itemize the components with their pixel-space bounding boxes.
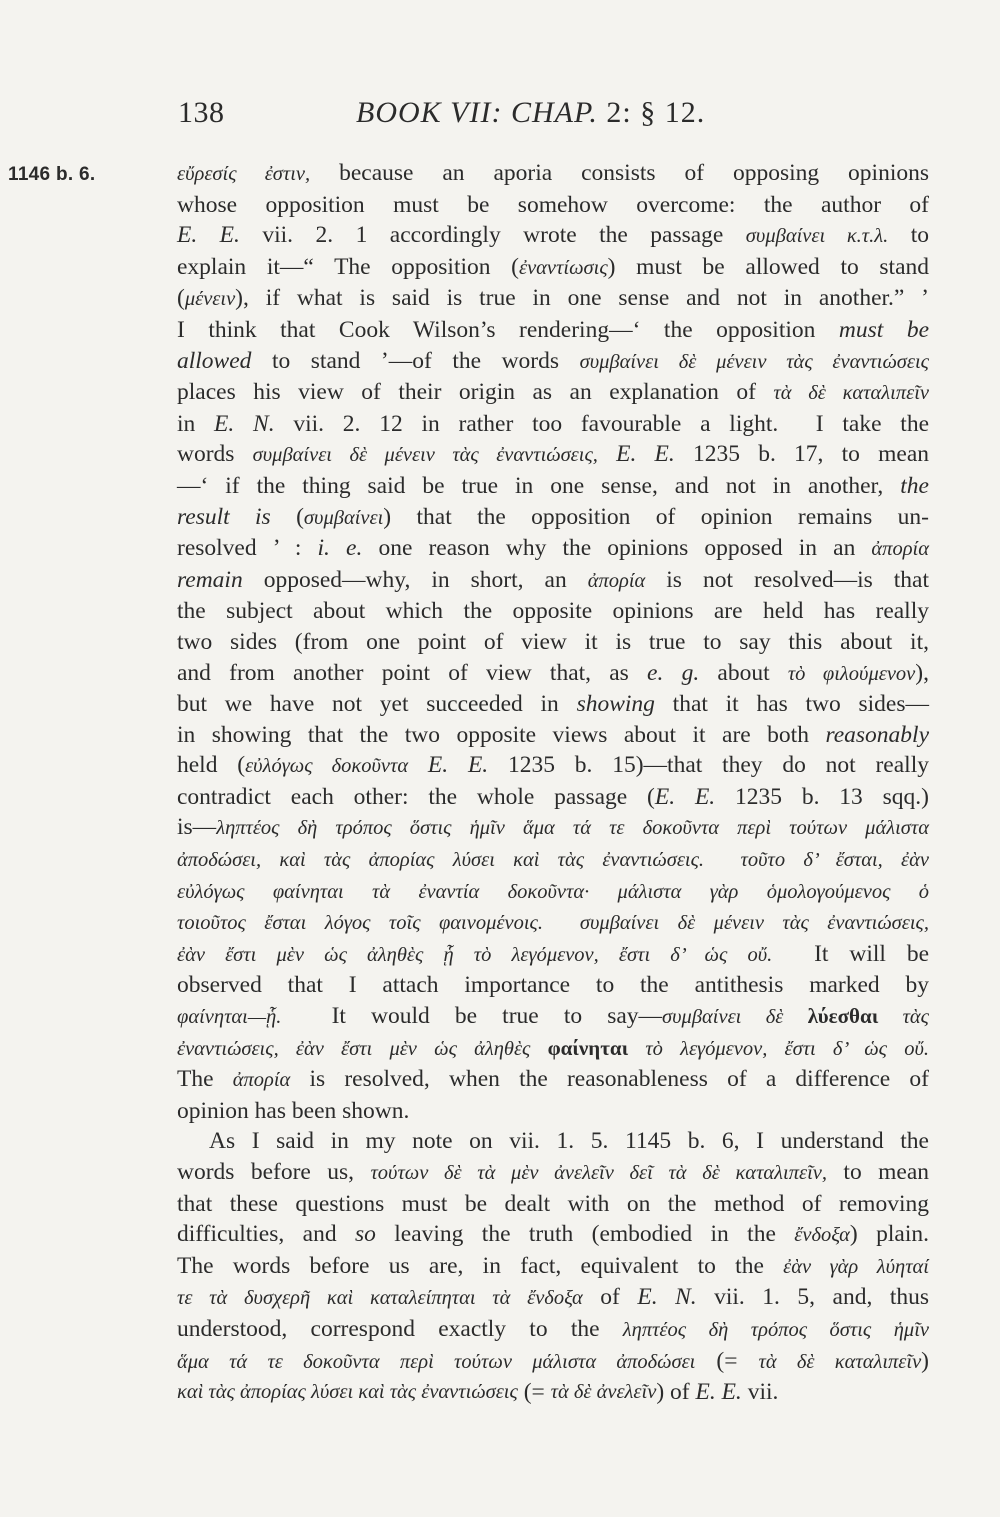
greek-text: ληπτέος δὴ τρόπος ὅστις ἡμῖν ἅμα τά τε δοκοῦντα περὶ τούτων μάλιστα	[216, 817, 929, 840]
text-segment: whose opposition must be somehow overcome: the author of	[177, 191, 929, 218]
text-segment: (=	[517, 1379, 551, 1406]
text-segment: words before us,	[177, 1159, 371, 1185]
italic-text: remain	[177, 566, 243, 593]
text-line	[177, 939, 929, 971]
text-segment: that these questions must be dealt with on the method of removing	[177, 1190, 929, 1217]
greek-text: εὔρεσίς ἐστιν,	[177, 163, 311, 185]
text-line	[177, 750, 929, 782]
text-line	[177, 283, 929, 315]
text-line	[177, 1126, 929, 1157]
greek-text: φαίνηται	[547, 1035, 629, 1060]
text-segment: understood, correspond exactly to the	[177, 1315, 623, 1342]
text-line	[177, 1314, 929, 1346]
italic-text: E. E.	[654, 783, 716, 810]
page-body-text	[8, 158, 930, 1408]
text-segment: and from another point of view that, as	[177, 659, 648, 686]
running-title-book: BOOK VII: CHAP.	[356, 96, 607, 129]
text-line	[177, 720, 929, 751]
text-segment: It will be	[772, 940, 929, 967]
italic-text: reasonably	[825, 721, 929, 748]
text-segment: (	[270, 503, 304, 530]
text-segment: 1235 b. 15)—that they do not really	[488, 752, 929, 779]
greek-text: λύεσθαι	[807, 1004, 879, 1029]
text-segment: resolved ’ :	[177, 535, 318, 562]
italic-text: E. E.	[177, 222, 240, 249]
text-line	[177, 876, 929, 908]
text-segment: to	[888, 222, 930, 249]
text-segment: explain it—“ The opposition (	[177, 253, 519, 280]
greek-text: ληπτέος δὴ τρόπος ὅστις ἡμῖν	[622, 1318, 929, 1341]
italic-text: result is	[177, 503, 271, 530]
greek-text: ἔνδοξα	[794, 1224, 850, 1247]
text-segment: ) of	[656, 1379, 696, 1406]
greek-text: ἐὰν γὰρ λύηταί	[783, 1255, 929, 1278]
text-line	[177, 252, 929, 284]
text-line	[177, 377, 929, 409]
greek-text: ἀπορία	[871, 538, 929, 561]
text-line	[177, 596, 929, 627]
text-segment: The	[177, 1066, 233, 1093]
text-segment: ),	[915, 659, 929, 686]
text-segment: )	[921, 1347, 929, 1374]
text-line	[177, 190, 929, 221]
text-segment: but we have not yet succeeded in	[177, 691, 577, 718]
text-segment: in showing that the two opposite views about it are both	[177, 721, 826, 748]
text-segment	[598, 441, 616, 467]
greek-text: συμβαίνει	[303, 506, 384, 529]
text-segment: places his view of their origin as an explanation of	[177, 379, 774, 406]
text-line	[177, 812, 929, 844]
text-line	[177, 1096, 929, 1127]
italic-text: must be	[838, 316, 929, 343]
text-segment: (	[177, 285, 185, 312]
text-segment: vii. 2. 1 accordingly wrote the passage	[239, 222, 746, 249]
text-line	[177, 1157, 929, 1189]
italic-text: the	[900, 472, 929, 499]
text-segment: difficulties, and	[177, 1221, 355, 1248]
text-segment: to stand ’—of the words	[251, 347, 580, 374]
text-segment: ) that the opposition of opinion remains un-	[383, 503, 929, 530]
greek-text: ἐναντίωσις	[519, 256, 608, 279]
greek-text: ἀπορία	[587, 569, 646, 592]
text-line	[177, 565, 929, 597]
text-segment: of	[582, 1284, 638, 1311]
greek-text: τοιοῦτος ἔσται λόγος τοῖς φαινομένοις. συμβαίνει δὲ μένειν τὰς ἐναντιώσεις,	[177, 912, 929, 935]
text-line	[177, 782, 929, 813]
text-segment: (=	[695, 1347, 759, 1374]
italic-text: e. g.	[647, 659, 700, 686]
greek-text: συμβαίνει κ.τ.λ.	[745, 225, 889, 248]
text-segment: is not resolved—is that	[645, 566, 930, 593]
text-segment: the subject about which the opposite opinions are held has really	[177, 598, 929, 625]
greek-text: ἀποδώσει, καὶ τὰς ἀπορίας λύσει καὶ τὰς ἐναντιώσεις. τοῦτο δ’ ἔσται, ἐὰν	[177, 849, 929, 872]
text-line	[177, 658, 929, 690]
greek-text: τούτων δὲ τὰ μὲν ἀνελεῖν δεῖ τὰ δὲ καταλιπεῖν,	[370, 1162, 828, 1184]
italic-text: E. N.	[637, 1284, 697, 1311]
text-line	[177, 907, 929, 939]
text-line	[177, 315, 929, 346]
italic-text: so	[354, 1221, 376, 1248]
text-segment: about	[699, 659, 788, 686]
greek-text: ἐναντιώσεις, ἐὰν ἔστι μὲν ὡς ἀληθὲς	[177, 1037, 548, 1060]
text-segment: words	[177, 441, 253, 468]
text-line	[177, 1064, 929, 1096]
greek-text: τὸ φιλούμενον	[787, 662, 916, 685]
text-segment: contradict each other: the whole passage (	[177, 783, 655, 810]
page-number: 138	[178, 96, 225, 129]
text-segment: 1235 b. 13 sqq.)	[715, 783, 929, 810]
running-title-chapter: 2	[606, 96, 623, 129]
text-line	[177, 533, 929, 565]
text-line	[177, 439, 929, 471]
italic-text: E. E.	[427, 752, 489, 779]
greek-text: φαίνηται—ᾗ.	[177, 1006, 282, 1029]
text-segment: held (	[177, 752, 246, 779]
greek-text: ἅμα τά τε δοκοῦντα περὶ τούτων μάλιστα ἀποδώσει	[177, 1350, 696, 1373]
greek-text: ἐὰν ἔστι μὲν ὡς ἀληθὲς ᾗ τὸ λεγόμενον, ἔστι δ’ ὡς οὔ.	[177, 943, 773, 966]
text-segment: vii.	[741, 1379, 779, 1406]
text-line	[177, 502, 929, 534]
text-segment: that it has two sides—	[654, 691, 930, 718]
text-line	[177, 627, 929, 658]
text-line	[177, 220, 929, 252]
running-title	[356, 96, 705, 130]
text-line	[177, 1189, 929, 1220]
italic-text: E. E.	[616, 441, 675, 468]
text-segment: is—	[177, 814, 217, 841]
running-title-section: : § 12.	[622, 96, 706, 129]
text-segment: ), if what is said is true in one sense and not in another.” ’	[235, 285, 929, 312]
greek-text: συμβαίνει δὲ μένειν τὰς ἐναντιώσεις,	[252, 444, 598, 467]
greek-text: τὰ δὲ καταλιπεῖν	[773, 382, 929, 405]
greek-text: μένειν	[184, 288, 236, 311]
italic-text: E. E.	[695, 1379, 742, 1406]
text-line	[177, 689, 929, 720]
text-line	[177, 346, 929, 378]
greek-text: εὐλόγως δοκοῦντα	[245, 755, 409, 778]
text-line	[177, 970, 929, 1001]
margin-reference: 1146 b. 6.	[8, 164, 96, 185]
text-line	[177, 1282, 929, 1314]
italic-text: allowed	[177, 347, 252, 374]
text-segment	[408, 752, 428, 778]
text-segment: The words before us are, in fact, equivalent to the	[177, 1252, 784, 1279]
text-segment: because an aporia consists of opposing opinions	[310, 160, 929, 186]
greek-text: καὶ τὰς ἀπορίας λύσει καὶ τὰς ἐναντιώσεις	[177, 1381, 518, 1404]
text-line	[177, 158, 929, 190]
text-segment: ) plain.	[849, 1221, 929, 1248]
text-line	[177, 844, 929, 876]
greek-text: ἀπορία	[232, 1069, 291, 1092]
text-line	[177, 1219, 929, 1251]
text-segment: one reason why the opinions opposed in an	[362, 535, 872, 562]
greek-text: τὰ δὲ ἀνελεῖν	[550, 1381, 657, 1404]
italic-text: E. N.	[214, 410, 275, 437]
text-line	[177, 1001, 929, 1033]
text-line	[177, 1377, 929, 1408]
greek-text: εὐλόγως φαίνηται τὰ ἐναντία δοκοῦντα· μάλιστα γὰρ ὁμολογούμενος ὁ	[177, 880, 929, 903]
text-line	[177, 1251, 929, 1283]
greek-text: συμβαίνει δὲ	[662, 1006, 808, 1029]
greek-text: τὰς	[878, 1006, 929, 1029]
text-line	[177, 471, 929, 502]
italic-text: showing	[576, 691, 655, 718]
greek-text: συμβαίνει δὲ μένειν τὰς ἐναντιώσεις	[579, 350, 929, 373]
italic-text: i. e.	[317, 535, 363, 562]
text-segment: opposed—why, in short, an	[242, 566, 588, 593]
text-line	[177, 1033, 929, 1065]
text-segment: It would be true to say—	[281, 1003, 663, 1030]
text-segment: I think that Cook Wilson’s rendering—‘ the opposition	[177, 316, 839, 343]
greek-text: τὰ δὲ καταλιπεῖν	[758, 1350, 922, 1373]
text-segment: ) must be allowed to stand	[607, 253, 929, 280]
text-segment: vii. 1. 5, and, thus	[696, 1284, 930, 1311]
greek-text: τὸ λεγόμενον, ἔστι δ’ ὡς οὔ.	[628, 1037, 929, 1060]
text-segment: in	[177, 410, 215, 437]
text-segment: leaving the truth (embodied in the	[375, 1221, 795, 1248]
text-segment: 1235 b. 17, to mean	[674, 441, 930, 468]
text-line	[177, 409, 929, 440]
text-segment: observed that I attach importance to the antithesis marked by	[177, 972, 929, 999]
text-segment: vii. 2. 12 in rather too favourable a light. I take the	[274, 410, 929, 437]
text-segment: —‘ if the thing said be true in one sense, and not in another,	[177, 472, 901, 499]
greek-text: τε τὰ δυσχερῆ καὶ καταλείπηται τὰ ἔνδοξα	[177, 1287, 583, 1310]
text-segment: is resolved, when the reasonableness of a difference of	[290, 1066, 929, 1093]
text-segment: two sides (from one point of view it is true to say this about it,	[177, 628, 929, 655]
text-segment: to mean	[827, 1159, 929, 1185]
text-line	[177, 1346, 929, 1378]
text-segment: opinion has been shown.	[177, 1097, 410, 1124]
text-segment: As I said in my note on vii. 1. 5. 1145 b. 6, I understand the	[209, 1128, 929, 1155]
